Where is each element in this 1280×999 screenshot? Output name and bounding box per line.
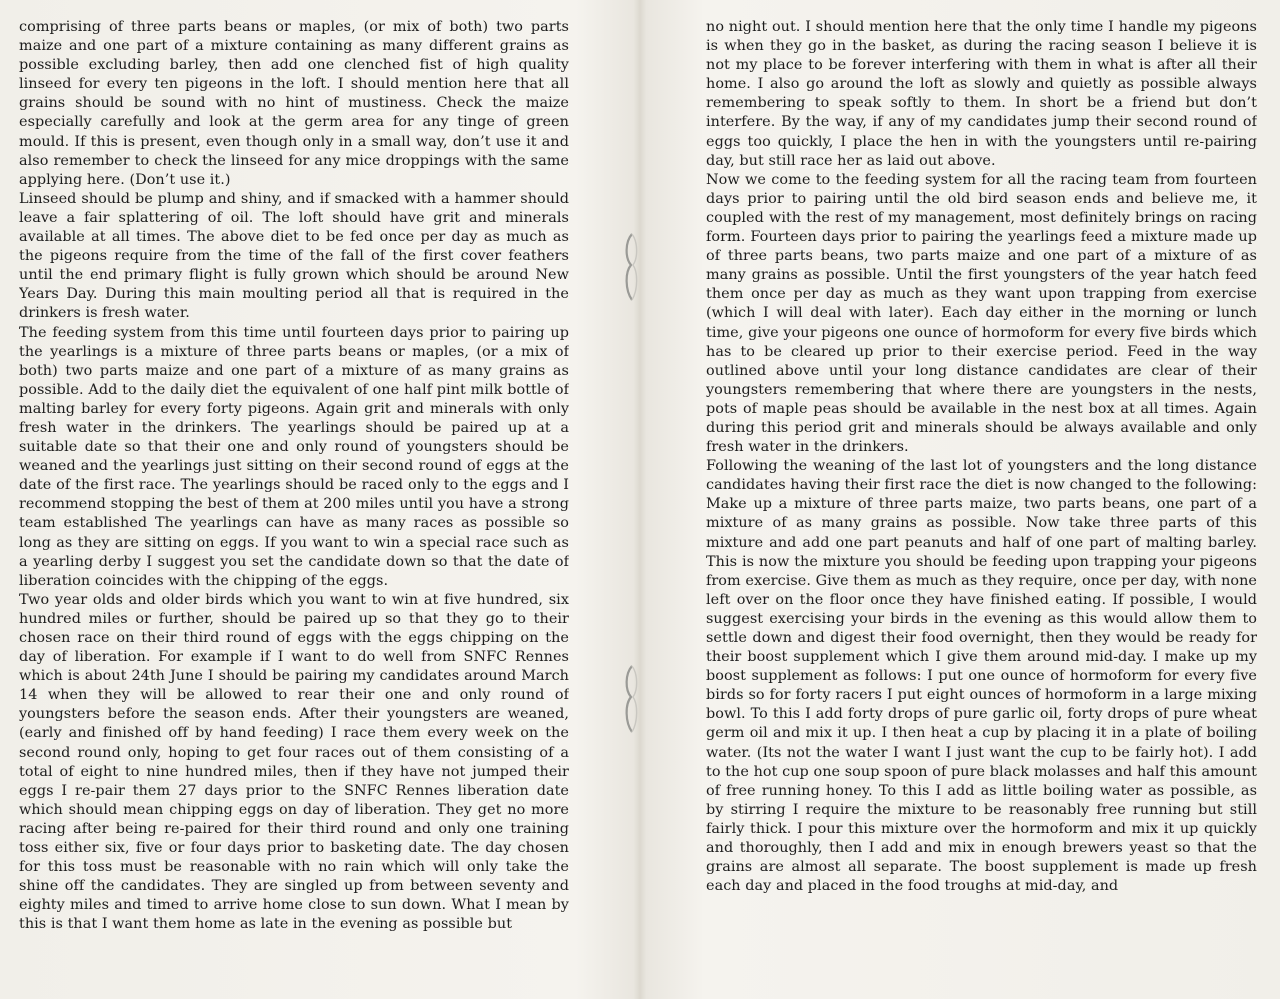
left-paragraph-1: comprising of three parts beans or maples, (or mix of both) two parts maize and one part of a mixture containing as many different grains as possible excluding barley, then add one clenched fist of high quality linseed for every ten pigeons in the loft. I should mention here that all grains should be sound with no hint of mustiness. Check the maize especially carefully and look at the germ area for any tinge of green mould. If this is present, even though only in a small way, don’t use it and also remember to check the linseed for any mice droppings with the same applying here. (Don’t use it.) bbox=[19, 19, 569, 188]
right-paragraph-2: Now we come to the feeding system for all the racing team from fourteen days prior to pairing until the old bird season ends and believe me, it coupled with the rest of my management, most definitely brings on racing form. Fourteen days prior to pairing the yearlings feed a mixture made up of three parts beans, two parts maize and one part of a mixture of as many grains as possible. Until the first youngsters of the year hatch feed them once per day as much as they want upon trapping from exercise (which I will deal with later). Each day either in the morning or lunch time, give your pigeons one ounce of hormoform for every five birds which has to be cleared up prior to their exercise period. Feed in the way outlined above until your long distance candidates are clear of their youngsters remembering that where there are youngsters in the nests, pots of maple peas should be available in the nest box at all times. Again during this period grit and minerals should be always available and only fresh water in the drinkers. bbox=[706, 171, 1257, 456]
right-page bbox=[706, 18, 1257, 983]
staple-bottom-icon bbox=[623, 664, 641, 734]
left-paragraph-4: Two year olds and older birds which you want to win at five hundred, six hundred miles or further, should be paired up so that they go to their chosen race on their third round of eggs with the eggs chipping on the day of liberation. For example if I want to do well from SNFC Rennes which is about 24th June I should be pairing my candidates around March 14 when they will be allowed to rear their one and only round of youngsters before the season ends. After their youngsters are weaned, (early and finished off by hand feeding) I race them every week on the second round only, hoping to get four races out of them consisting of a total of eight to nine hundred miles, then if they have not jumped their eggs I re-pair them 27 days prior to the SNFC Rennes liberation date which should mean chipping eggs on day of liberation. They get no more racing after being re-paired for their third round and only one training toss either six, five or four days prior to basketing date. The day chosen for this toss must be reasonable with no rain which will only take the shine off the candidates. They are singled up from between seventy and eighty miles and timed to arrive home close to sun down. What I mean by this is that I want them home as late in the evening as possible but bbox=[19, 591, 569, 933]
staple-top-icon bbox=[623, 232, 641, 302]
left-page bbox=[19, 18, 569, 983]
left-paragraph-3: The feeding system from this time until fourteen days prior to pairing up the yearlings is a mixture of three parts beans or maples, (or a mix of both) two parts maize and one part of a mixture of as many grains as possible. Add to the daily diet the equivalent of one half pint milk bottle of malting barley for every forty pigeons. Again grit and minerals with only fresh water in the drinkers. The yearlings should be paired up at a suitable date so that their one and only round of youngsters should be weaned and the yearlings just sitting on their second round of eggs at the date of the first race. The yearlings should be raced only to the eggs and I recommend stopping the best of them at 200 miles until you have a strong team established The yearlings can have as many races as possible so long as they are sitting on eggs. If you want to win a special race such as a yearling derby I suggest you set the candidate down so that the date of liberation coincides with the chipping of the eggs. bbox=[19, 324, 569, 589]
right-paragraph-3: Following the weaning of the last lot of youngsters and the long distance candidates having their first race the diet is now changed to the following: Make up a mixture of three parts maize, two parts beans, one part of a mixture of as many grains as possible. Now take three parts of this mixture and add one part peanuts and half of one part of malting barley. This is now the mixture you should be feeding upon trapping your pigeons from exercise. Give them as much as they require, once per day, with none left over on the floor once they have finished eating. If possible, I would suggest exercising your birds in the evening as this would allow them to settle down and digest their food overnight, then they would be ready for their boost supplement which I give them around mid-day. I make up my boost supplement as follows: I put one ounce of hormoform for every five birds so for forty racers I put eight ounces of hormoform in a large mixing bowl. To this I add forty drops of pure garlic oil, forty drops of pure wheat germ oil and mix it up. I then heat a cup by placing it in a plate of boiling water. (Its not the water I want I just want the cup to be fairly hot). I add to the hot cup one soup spoon of pure black molasses and half this amount of free running honey. To this I add as little boiling water as possible, as by stirring I require the mixture to be reasonably free running but still fairly thick. I pour this mixture over the hormoform and mix it up quickly and thoroughly, then I add and mix in enough brewers yeast so that the grains are almost all separate. The boost supplement is made up fresh each day and placed in the food troughs at mid-day, and bbox=[706, 458, 1257, 895]
right-paragraph-1: no night out. I should mention here that the only time I handle my pigeons is when they go in the basket, as during the racing season I believe it is not my place to be forever interfering with them in what is after all their home. I also go around the loft as slowly and quietly as possible always remembering to speak softly to them. In short be a friend but don’t interfere. By the way, if any of my candidates jump their second round of eggs too quickly, I place the hen in with the youngsters until re-pairing day, but still race her as laid out above. bbox=[706, 19, 1257, 169]
left-paragraph-2: Linseed should be plump and shiny, and if smacked with a hammer should leave a fair splattering of oil. The loft should have grit and minerals available at all times. The above diet to be fed once per day as much as the pigeons require from the time of the fall of the first cover feathers until the end primary flight is fully grown which should be around New Years Day. During this main moulting period all that is required in the drinkers is fresh water. bbox=[19, 190, 569, 322]
